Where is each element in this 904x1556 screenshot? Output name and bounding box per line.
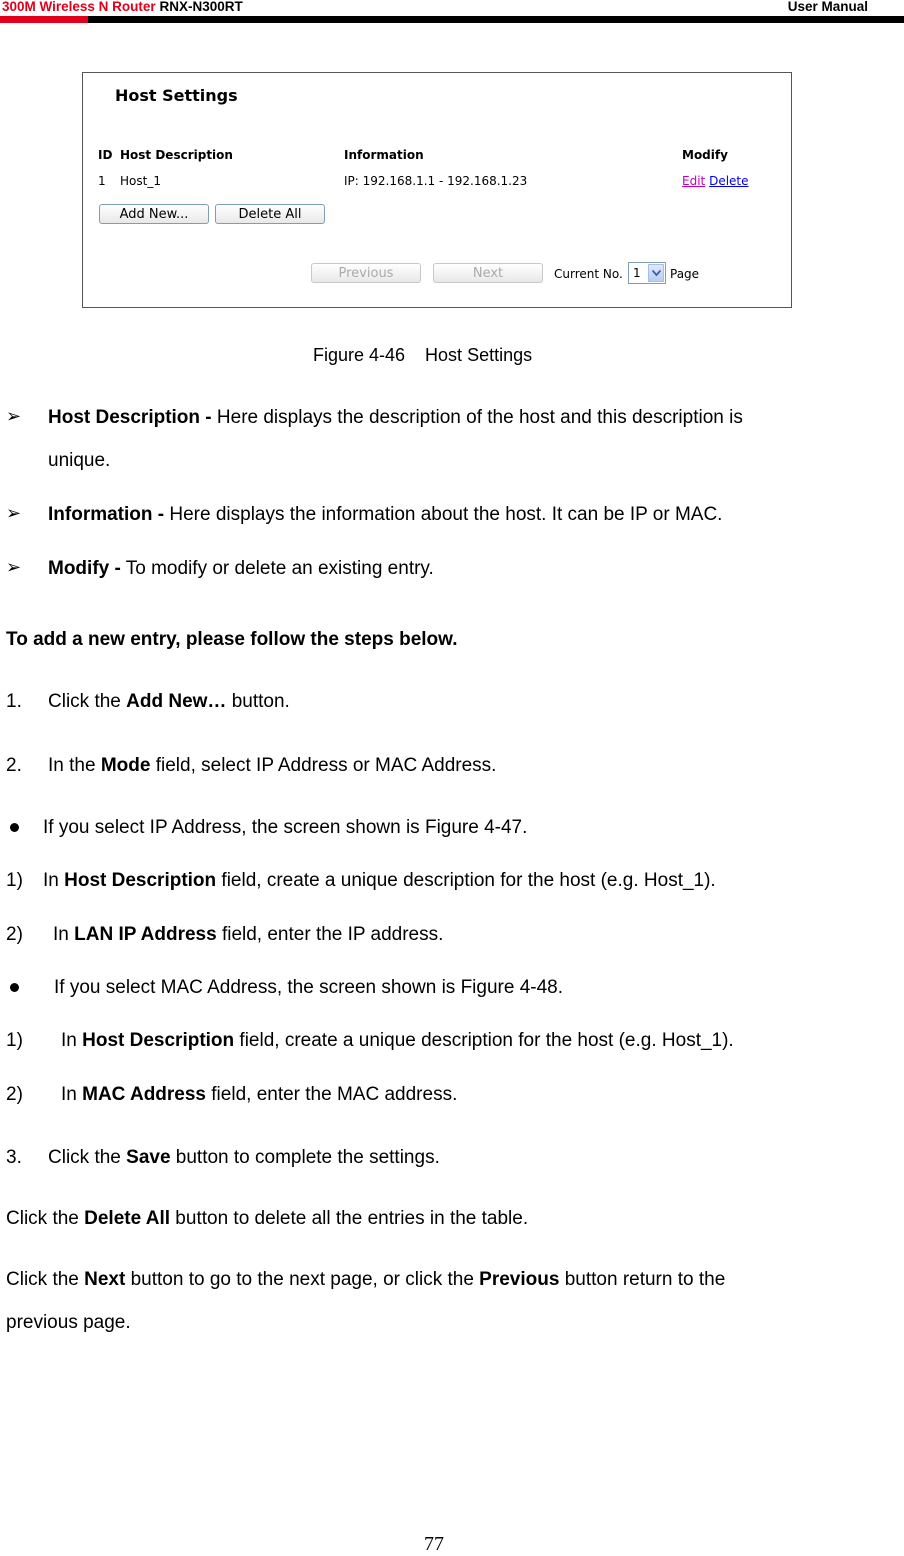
- bullet-information: [48, 503, 722, 527]
- step-term: MAC Address: [82, 1084, 206, 1105]
- step-text: field, enter the MAC address.: [206, 1084, 458, 1105]
- steps-heading: To add a new entry, please follow the steps below.: [6, 629, 458, 650]
- header-model: RNX-N300RT: [159, 0, 243, 14]
- bullet-dot-icon: [10, 823, 19, 832]
- mac-step-2-number: 2): [6, 1084, 23, 1105]
- edit-link[interactable]: Edit: [682, 174, 706, 188]
- next-previous-paragraph: [6, 1268, 725, 1292]
- step-text: In: [61, 1084, 83, 1105]
- step-1-number: 1.: [6, 691, 22, 712]
- step-text: Click the: [48, 1147, 127, 1168]
- step-3: [48, 1146, 440, 1170]
- row-id: 1: [98, 174, 106, 188]
- bullet-text: Here displays the description of the host and this description is: [211, 407, 743, 428]
- step-text: field, create a unique description for the host (e.g. Host_1).: [234, 1030, 734, 1051]
- step-text: In the: [48, 755, 101, 776]
- next-previous-paragraph-cont: previous page.: [6, 1312, 131, 1333]
- ip-step-2: [53, 923, 443, 947]
- para-text: button to delete all the entries in the table.: [170, 1208, 529, 1229]
- bullet-host-description: [48, 406, 743, 430]
- header-doc-label: User Manual: [787, 0, 868, 14]
- mac-step-1-number: 1): [6, 1030, 23, 1051]
- row-modify: [682, 174, 749, 188]
- chevron-down-icon[interactable]: [648, 264, 664, 282]
- bullet-text: To modify or delete an existing entry.: [120, 558, 434, 579]
- arrow-bullet-icon: ➢: [6, 406, 22, 426]
- page-header: [0, 0, 904, 26]
- next-button[interactable]: Next: [433, 263, 543, 283]
- current-no-label: Current No.: [554, 267, 623, 281]
- bullet-modify: [48, 557, 434, 581]
- step-term: LAN IP Address: [74, 924, 217, 945]
- column-header-information: Information: [344, 148, 424, 162]
- delete-all-paragraph: [6, 1207, 528, 1231]
- step-term: Add New…: [126, 691, 227, 712]
- step-text: field, create a unique description for the host (e.g. Host_1).: [216, 870, 716, 891]
- bullet-term: Modify -: [48, 558, 121, 579]
- step-term: Host Description: [82, 1030, 235, 1051]
- mac-step-1: [61, 1029, 734, 1053]
- step-text: button to complete the settings.: [170, 1147, 440, 1168]
- para-text: Click the: [6, 1208, 85, 1229]
- step-text: Click the: [48, 691, 127, 712]
- row-host-description: Host_1: [120, 174, 161, 188]
- header-rule: [0, 16, 904, 23]
- step-text: In: [61, 1030, 83, 1051]
- step-term: Mode: [100, 755, 151, 776]
- page-number: 77: [424, 1533, 444, 1555]
- header-rule-accent: [0, 16, 88, 23]
- step-2: [48, 754, 496, 778]
- arrow-bullet-icon: ➢: [6, 503, 22, 523]
- previous-button[interactable]: Previous: [311, 263, 421, 283]
- current-page-select[interactable]: [628, 262, 666, 284]
- step-text: field, enter the IP address.: [216, 924, 444, 945]
- step-text: field, select IP Address or MAC Address.: [150, 755, 497, 776]
- bullet-term: Information -: [48, 504, 165, 525]
- ip-step-2-number: 2): [6, 924, 23, 945]
- column-header-modify: Modify: [682, 148, 728, 162]
- step-text: button.: [226, 691, 290, 712]
- header-brand: 300M Wireless N Router: [2, 0, 156, 14]
- arrow-bullet-icon: ➢: [6, 557, 22, 577]
- bullet-host-description-cont: unique.: [48, 450, 111, 471]
- bullet-term: Host Description -: [48, 407, 212, 428]
- figure-caption: Figure 4-46 Host Settings: [313, 345, 533, 365]
- step-term: Save: [126, 1147, 171, 1168]
- para-text: button to go to the next page, or click the: [125, 1269, 480, 1290]
- bullet-text: Here displays the information about the host. It can be IP or MAC.: [164, 504, 723, 525]
- para-text: Click the: [6, 1269, 85, 1290]
- ip-address-bullet: If you select IP Address, the screen shown is Figure 4-47.: [43, 817, 528, 838]
- mac-address-bullet: If you select MAC Address, the screen shown is Figure 4-48.: [54, 977, 564, 998]
- page-label: Page: [670, 267, 700, 281]
- host-settings-title: Host Settings: [115, 86, 238, 105]
- step-text: In: [43, 870, 65, 891]
- delete-link[interactable]: Delete: [709, 174, 749, 188]
- para-term: Next: [84, 1269, 126, 1290]
- step-1: [48, 690, 290, 714]
- row-information: IP: 192.168.1.1 - 192.168.1.23: [344, 174, 528, 188]
- host-settings-screenshot: [82, 72, 792, 308]
- step-3-number: 3.: [6, 1147, 22, 1168]
- current-page-value: 1: [633, 266, 641, 280]
- add-new-button[interactable]: Add New...: [99, 204, 209, 224]
- step-text: In: [53, 924, 75, 945]
- header-title: [2, 0, 243, 14]
- column-header-id: ID: [98, 148, 113, 162]
- step-term: Host Description: [64, 870, 217, 891]
- mac-step-2: [61, 1083, 457, 1107]
- delete-all-button[interactable]: Delete All: [215, 204, 325, 224]
- bullet-dot-icon: [10, 983, 19, 992]
- column-header-host-description: Host Description: [120, 148, 233, 162]
- ip-step-1: [43, 869, 716, 893]
- para-text: button return to the: [559, 1269, 726, 1290]
- para-term: Previous: [479, 1269, 560, 1290]
- step-2-number: 2.: [6, 755, 22, 776]
- para-term: Delete All: [84, 1208, 171, 1229]
- ip-step-1-number: 1): [6, 870, 23, 891]
